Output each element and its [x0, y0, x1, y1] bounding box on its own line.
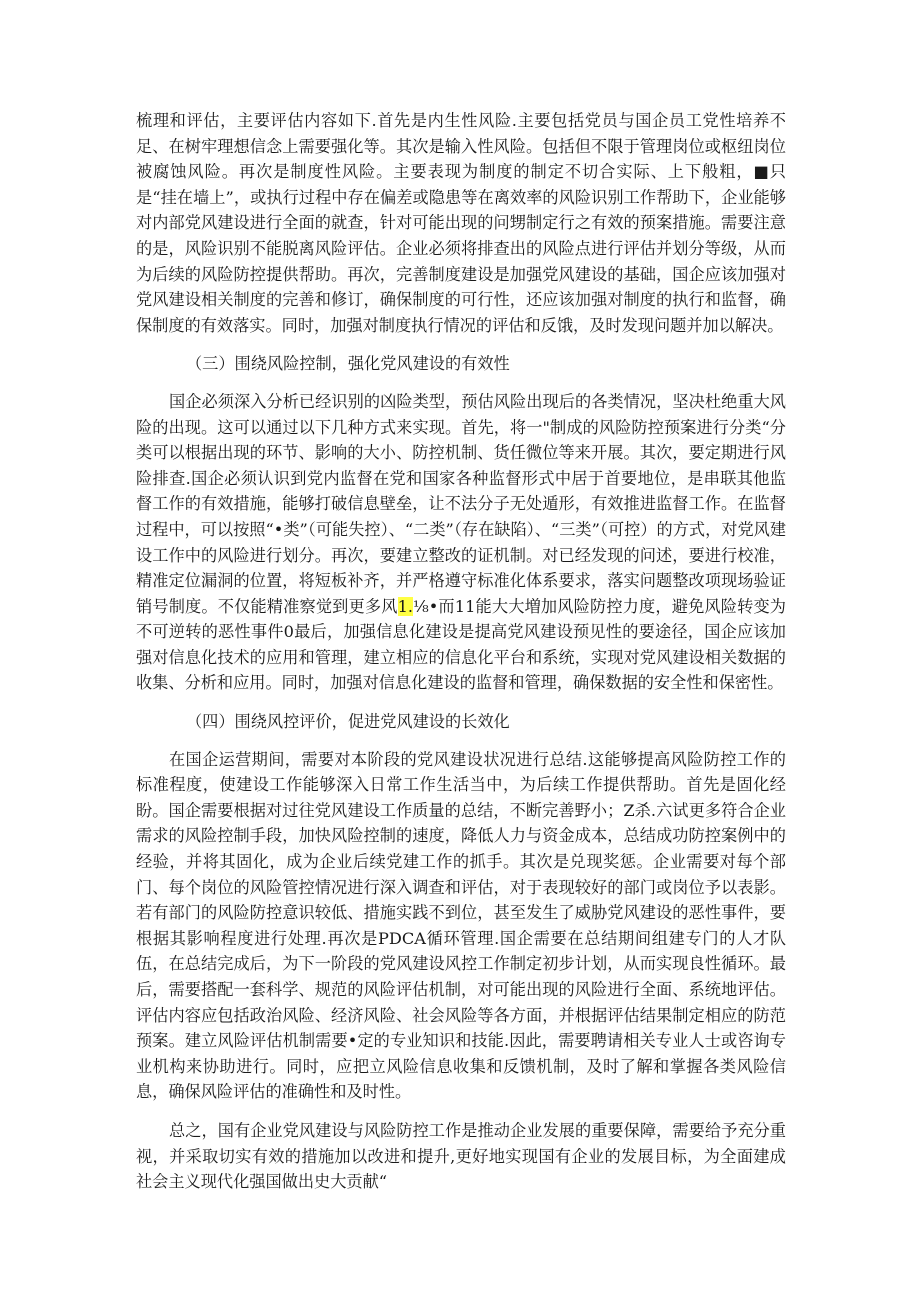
paragraph-risk-control-part1: 国企必须深入分析已经识别的凶险类型，预估风险出现后的各类情况，坚决杜绝重大风险的出现。这可以通过以下几种方式来实现。首先，将一"制成的风险防控预案进行分类“分类可以根据出现的环节、影响的大小、防控机制、货任微位等来开展。其次，要定期进行风险排查.国企必须认识到党内监督在党和国家各种监督形式中居于首要地位，是串联其他监督工作的有效措施，能够打破信息壁垒，让不法分子无处遁形，有效推进监督工作。在监督过程中，可以按照“•类”（可能失控）、“二类”（存在缺陷）、“三类”（可控）的方式，对党风建设工作中的风险进行划分。再次，要建立整改的证机制。对已经发现的问述，要进行校准，精准定位漏洞的位置，将短板补齐，并严格遵守标准化体系要求，落实问题整改项现场验证销号制度。不仅能精准察觉到更多风: [136, 391, 787, 616]
paragraph-risk-identification: 梳理和评估，主要评估内容如下.首先是内生性风险.主要包括党员与国企员工党性培养不足、在树牢理想信念上需要强化等。其次是输入性风险。包括但不限于管理岗位或枢纽岗位被腐蚀风险。再次是制度性风险。主要表现为制度的制定不切合实际、上下般粗，■只是“挂在墙上”，或执行过程中存在偏差或隐患等在离效率的风险识别工作帮助下，企业能够对内部党风建设进行全面的就查，针对可能出现的问甥制定行之有效的预案措施。需要注意的是，风险识别不能脱离风险评估。企业必须将排查出的风险点进行评估并划分等级，从而为后续的风险防控提供帮助。再次，完善制度建设是加强党风建设的基础，国企应该加强对党风建设相关制度的完善和修订，确保制度的可行性，还应该加强对制度的执行和监督，确保制度的有效落实。同时，加强对制度执行情况的评估和反饿，及时发现问题并加以解决。: [136, 111, 786, 335]
paragraph-risk-control: [136, 389, 786, 696]
paragraph-conclusion: 总之，国有企业党风建设与风险防控工作是推动企业发展的重要保障，需要给予充分重视，并采取切实有效的措施加以改进和提升,更好地实现国有企业的发展目标，为全面建成社会主义现代化强国做出史大贡献“: [136, 1120, 786, 1192]
document-page: [136, 108, 786, 1195]
section-heading-4: （四）围绕风控评价，促进党风建设的长效化: [186, 712, 510, 732]
highlighted-text: 1.: [397, 596, 414, 616]
paragraph-risk-control-part2: ⅛•而11能大大増加风险防控力度，避免风险转变为不可逆转的恶性事件0最后，加强信息化建设是提高党风建设预见性的要途径，国企应该加强对信息化技术的应用和管理，建立相应的信息化平台和系统，实现对党风建设相关数据的收集、分析和应用。同时，加强对信息化建设的监督和管理，确保数据的安全性和保密性。: [136, 596, 786, 693]
paragraph-spacer: [136, 1105, 786, 1118]
paragraph-spacer: [136, 696, 786, 709]
paragraph-spacer: [136, 735, 786, 747]
paragraph-risk-evaluation: 在国企运营期间，需要对本阶段的党风建设状况进行总结.这能够提高风险防控工作的标准程度，使建设工作能够深入日常工作生活当中，为后续工作提供帮助。首先是固化经盼。国企需要根据对过往党风建设工作质量的总结，不断完善野小；Z杀.六试更多符合企业需求的风险控制手段，加快风险控制的速度，降低人力与资金成本，总结成功防控案例中的经验，并将其固化，成为企业后续党建工作的抓手。其次是兑现奖惩。企业需要对每个部门、每个岗位的风险管控情况进行深入调查和评估，对于表现较好的部门或岗位予以表影。若有部门的风险防控意识较低、措施实践不到位，甚至发生了威胁党风建设的恶性事件，要根据其影响程度进行处理.再次是PDCA循环管理.国企需要在总结期间组建专门的人才队伍，在总结完成后，为下一阶段的党风建设风控工作制定初步计划，从而实现良性循环。最后，需要搭配一套科学、规范的风险评估机制，对可能出现的风险进行全面、系统地评估。评估内容应包括政治风险、经济风险、社会风险等各方面，并根据评估结果制定相应的防范预案。建立风险评估机制需要•定的专业知识和技能.因此，需要聘请相关专业人士或咨询专业机构来协助进行。同时，应把立风险信息收集和反馈机制，及时了解和掌握各类风险信息，确保风险评估的准确性和及时性。: [136, 749, 786, 1102]
paragraph-spacer: [136, 338, 786, 351]
paragraph-spacer: [136, 377, 786, 389]
section-heading-3: （三）围绕风险控制，强化党风建设的有效性: [186, 354, 510, 374]
